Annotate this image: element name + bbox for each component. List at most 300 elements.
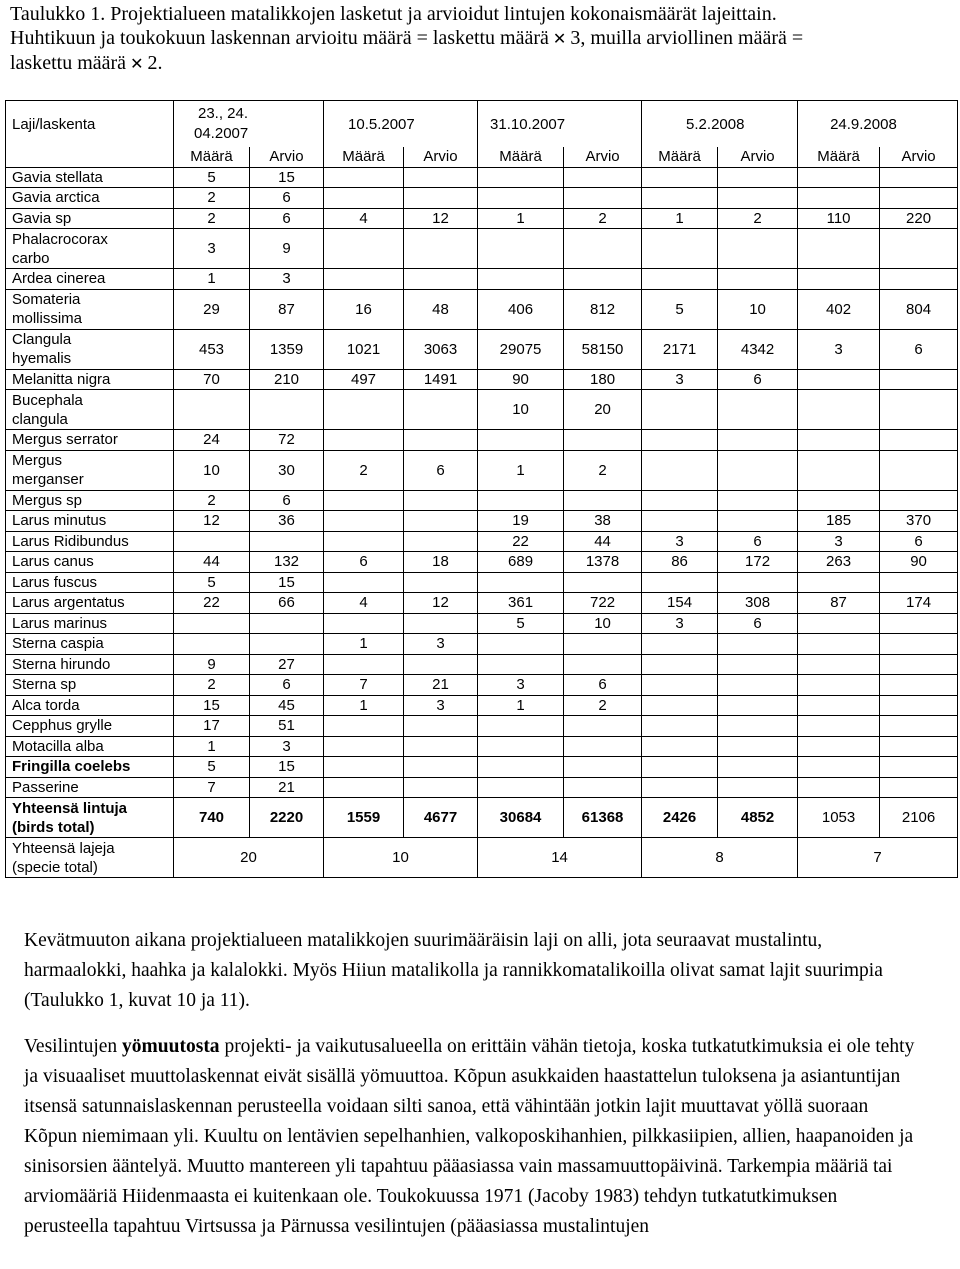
table-cell xyxy=(478,572,564,593)
table-cell: 27 xyxy=(250,654,324,675)
table-cell: 48 xyxy=(404,289,478,329)
table-cell: 185 xyxy=(798,511,880,532)
table-cell xyxy=(250,634,324,655)
header-col-label: Määrä xyxy=(324,147,404,167)
species-name-part: hyemalis xyxy=(12,350,72,367)
table-cell: 4 xyxy=(324,593,404,614)
table-cell xyxy=(324,188,404,209)
table-cell: 22 xyxy=(478,531,564,552)
table-cell: 497 xyxy=(324,369,404,390)
table-cell xyxy=(324,229,404,269)
table-row xyxy=(6,329,958,369)
table-cell xyxy=(404,490,478,511)
table-cell: 15 xyxy=(250,572,324,593)
table-cell xyxy=(404,716,478,737)
species-name xyxy=(6,552,174,573)
table-cell: 90 xyxy=(478,369,564,390)
table-cell xyxy=(404,430,478,451)
table-cell xyxy=(564,777,642,798)
table-cell xyxy=(250,613,324,634)
table-cell: 1 xyxy=(478,450,564,490)
header-col-label: Määrä xyxy=(174,147,250,167)
table-cell xyxy=(642,430,718,451)
table-cell: 30 xyxy=(250,450,324,490)
table-cell xyxy=(798,269,880,290)
table-cell xyxy=(404,390,478,430)
table-cell xyxy=(404,188,478,209)
table-cell: 3 xyxy=(478,675,564,696)
table-cell: 8 xyxy=(642,838,798,878)
table-row xyxy=(6,269,958,290)
table-cell xyxy=(718,654,798,675)
table-cell xyxy=(880,229,958,269)
species-name-part: Ardea cinerea xyxy=(12,270,106,288)
table-cell xyxy=(564,269,642,290)
table-cell xyxy=(798,777,880,798)
table-caption xyxy=(10,2,950,76)
species-name-part: Bucephala xyxy=(12,391,83,409)
species-name-part: Yhteensä lajeja xyxy=(12,839,115,857)
table-row xyxy=(6,654,958,675)
table-row xyxy=(6,736,958,757)
species-name xyxy=(6,695,174,716)
table-cell xyxy=(642,167,718,188)
table-cell xyxy=(642,450,718,490)
species-name xyxy=(6,634,174,655)
table-cell: 132 xyxy=(250,552,324,573)
table-cell: 3 xyxy=(642,369,718,390)
table-cell: 1559 xyxy=(324,798,404,838)
paragraph-2-bold: yömuutosta xyxy=(122,1036,220,1057)
species-name-part: Motacilla alba xyxy=(12,737,104,755)
table-cell xyxy=(718,716,798,737)
caption-line-2a: Huhtikuun ja toukokuun laskennan arvioitu määrä = laskettu määrä xyxy=(10,27,549,49)
table-row xyxy=(6,593,958,614)
table-cell: 6 xyxy=(324,552,404,573)
table-cell: 36 xyxy=(250,511,324,532)
species-name-part: Mergus serrator xyxy=(12,431,118,449)
table-cell: 10 xyxy=(174,450,250,490)
table-cell xyxy=(642,777,718,798)
species-name-part: (birds total) xyxy=(12,818,95,836)
species-name xyxy=(6,593,174,614)
table-cell xyxy=(798,430,880,451)
table-cell: 1 xyxy=(174,736,250,757)
table-cell: 4 xyxy=(324,208,404,229)
species-name xyxy=(6,188,174,209)
species-name-part: Fringilla coelebs xyxy=(12,758,131,776)
paragraph-1: Kevätmuuton aikana projektialueen matalikkojen suurimääräisin laji on alli, jota seuraavat mustalintu, harmaalokki, haahka ja kalalokki. Myös Hiiun matalikolla ja rannikkomatalikoilla olivat samat lajit suurimpia (Taulukko 1, kuvat 10 ja 11). xyxy=(24,930,883,1011)
species-name xyxy=(6,675,174,696)
table-cell: 6 xyxy=(718,531,798,552)
table-cell: 17 xyxy=(174,716,250,737)
table-cell xyxy=(798,229,880,269)
table-cell xyxy=(642,229,718,269)
table-cell xyxy=(404,777,478,798)
table-cell xyxy=(880,716,958,737)
table-cell: 1378 xyxy=(564,552,642,573)
table-cell xyxy=(880,634,958,655)
table-cell xyxy=(718,634,798,655)
table-cell: 361 xyxy=(478,593,564,614)
species-name-part: Larus Ridibundus xyxy=(12,532,129,550)
table-cell xyxy=(324,654,404,675)
table-cell xyxy=(324,430,404,451)
table-cell xyxy=(478,634,564,655)
table-cell xyxy=(642,716,718,737)
header-col-label: Arvio xyxy=(404,147,478,167)
table-cell: 1053 xyxy=(798,798,880,838)
species-name-part: Larus minutus xyxy=(12,512,107,530)
table-cell: 804 xyxy=(880,289,958,329)
table-cell: 3 xyxy=(250,269,324,290)
table-cell xyxy=(880,757,958,778)
header-col-label: Määrä xyxy=(478,147,564,167)
table-cell: 2106 xyxy=(880,798,958,838)
table-cell xyxy=(880,777,958,798)
table-cell xyxy=(478,430,564,451)
species-name xyxy=(6,511,174,532)
table-cell: 2 xyxy=(564,695,642,716)
table-cell xyxy=(478,188,564,209)
table-cell: 740 xyxy=(174,798,250,838)
species-name xyxy=(6,736,174,757)
table-cell xyxy=(478,269,564,290)
species-name-part: Sterna sp xyxy=(12,676,77,694)
header-date-2: 10.5.2007 xyxy=(324,101,478,148)
species-name-part: clangula xyxy=(12,410,68,428)
species-name xyxy=(6,531,174,552)
species-name-part: Clangula xyxy=(12,331,72,348)
table-cell: 7 xyxy=(174,777,250,798)
table-row xyxy=(6,757,958,778)
table-cell xyxy=(718,269,798,290)
species-name xyxy=(6,654,174,675)
table-cell: 12 xyxy=(174,511,250,532)
header-date-1b: 04.2007 xyxy=(194,125,249,142)
species-name-part: Alca torda xyxy=(12,696,80,714)
table-cell: 1 xyxy=(478,208,564,229)
table-cell xyxy=(880,736,958,757)
table-cell: 51 xyxy=(250,716,324,737)
table-cell: 90 xyxy=(880,552,958,573)
table-cell xyxy=(718,572,798,593)
table-cell: 174 xyxy=(880,593,958,614)
table-cell xyxy=(718,450,798,490)
table-cell xyxy=(250,390,324,430)
table-cell: 2 xyxy=(718,208,798,229)
table-cell: 2 xyxy=(174,188,250,209)
table-cell: 3 xyxy=(642,613,718,634)
table-cell: 3 xyxy=(798,329,880,369)
table-cell xyxy=(564,430,642,451)
table-cell: 1359 xyxy=(250,329,324,369)
table-cell: 3 xyxy=(174,229,250,269)
table-row xyxy=(6,390,958,430)
table-cell xyxy=(324,167,404,188)
table-cell xyxy=(174,390,250,430)
table-cell xyxy=(718,188,798,209)
paragraph-2 xyxy=(24,1032,924,1242)
header-date-1a: 23., 24. xyxy=(198,105,249,122)
table-cell xyxy=(798,167,880,188)
header-col-label: Määrä xyxy=(642,147,718,167)
table-cell xyxy=(564,572,642,593)
table-row xyxy=(6,167,958,188)
table-cell xyxy=(564,490,642,511)
table-cell xyxy=(324,511,404,532)
table-row xyxy=(6,531,958,552)
table-cell: 6 xyxy=(250,490,324,511)
table-cell: 15 xyxy=(250,167,324,188)
species-name xyxy=(6,798,174,838)
table-cell xyxy=(564,736,642,757)
table-cell xyxy=(324,269,404,290)
header-col-label: Arvio xyxy=(250,147,324,167)
table-row xyxy=(6,572,958,593)
table-cell: 5 xyxy=(174,572,250,593)
table-cell xyxy=(404,229,478,269)
table-cell: 180 xyxy=(564,369,642,390)
table-cell xyxy=(880,613,958,634)
table-cell xyxy=(404,531,478,552)
table-cell xyxy=(718,430,798,451)
table-cell: 3063 xyxy=(404,329,478,369)
table-cell: 24 xyxy=(174,430,250,451)
table-cell: 210 xyxy=(250,369,324,390)
caption-line-1: Taulukko 1. Projektialueen matalikkojen lasketut ja arvioidut lintujen kokonaismäärät lajeittain. xyxy=(10,3,777,25)
table-cell xyxy=(798,390,880,430)
species-name xyxy=(6,716,174,737)
table-cell: 16 xyxy=(324,289,404,329)
table-cell: 87 xyxy=(798,593,880,614)
table-cell: 6 xyxy=(880,531,958,552)
table-cell: 2426 xyxy=(642,798,718,838)
header-date-3: 31.10.2007 xyxy=(478,101,642,148)
table-cell: 2171 xyxy=(642,329,718,369)
table-cell xyxy=(718,490,798,511)
table-cell: 61368 xyxy=(564,798,642,838)
table-cell: 6 xyxy=(718,613,798,634)
species-name-part: Sterna hirundo xyxy=(12,655,111,673)
table-cell: 58150 xyxy=(564,329,642,369)
table-cell xyxy=(642,695,718,716)
table-cell: 2220 xyxy=(250,798,324,838)
table-cell xyxy=(404,736,478,757)
table-cell xyxy=(718,390,798,430)
table-cell xyxy=(880,450,958,490)
table-cell xyxy=(718,167,798,188)
species-name xyxy=(6,167,174,188)
table-cell xyxy=(564,188,642,209)
table-cell xyxy=(324,736,404,757)
header-row-labels xyxy=(6,147,958,167)
caption-line-2 xyxy=(10,26,950,51)
table-row xyxy=(6,490,958,511)
table-cell: 2 xyxy=(174,208,250,229)
species-name xyxy=(6,229,174,269)
table-cell: 7 xyxy=(324,675,404,696)
table-cell xyxy=(404,572,478,593)
table-cell: 689 xyxy=(478,552,564,573)
caption-line-3b: 2. xyxy=(147,52,163,74)
header-date-4: 5.2.2008 xyxy=(642,101,798,148)
paragraph-2-post: projekti- ja vaikutusalueella on erittäin vähän tietoja, koska tutkatutkimuksia ei ole tehty ja visuaaliset muuttolaskennat eivät sisällä yömuuttoa. Kõpun asukkaiden haastattelun tuloksena ja asiantuntijan itsensä satunnaislaskennan perusteella voidaan silti sanoa, että vähintään jotkin lajit muuttavat yöllä suoraan Kõpun niemimaan yli. Kuultu on lentävien sepelhanhien, valkoposkihanhien, pilkkasiipien, allien, haapanoiden ja sinisorsien ääntelyä. Muutto mantereen yli tapahtuu pääasiassa vain massamuuttopäivinä. Tarkempia määriä tai arviomääriä Hiidenmaasta ei kuitenkaan ole. Toukokuussa 1971 (Jacoby 1983) tehdyn tutkatutkimuksen perusteella tapahtuu Virtsussa ja Pärnussa vesilintujen (pääasiassa mustalintujen xyxy=(24,1036,915,1237)
table-cell: 154 xyxy=(642,593,718,614)
table-cell xyxy=(404,511,478,532)
table-cell: 66 xyxy=(250,593,324,614)
table-cell: 453 xyxy=(174,329,250,369)
table-cell: 3 xyxy=(404,695,478,716)
table-cell: 722 xyxy=(564,593,642,614)
table-cell xyxy=(798,654,880,675)
table-cell xyxy=(324,390,404,430)
table-cell xyxy=(798,490,880,511)
table-cell xyxy=(642,511,718,532)
header-col-label: Arvio xyxy=(564,147,642,167)
table-cell xyxy=(718,736,798,757)
table-row xyxy=(6,289,958,329)
table-cell xyxy=(478,490,564,511)
table-cell: 20 xyxy=(564,390,642,430)
table-cell xyxy=(718,511,798,532)
table-cell xyxy=(798,572,880,593)
table-cell xyxy=(798,675,880,696)
table-cell: 70 xyxy=(174,369,250,390)
table-cell xyxy=(880,490,958,511)
table-cell xyxy=(404,167,478,188)
table-cell: 6 xyxy=(250,188,324,209)
table-row xyxy=(6,613,958,634)
table-cell: 44 xyxy=(564,531,642,552)
table-cell: 3 xyxy=(250,736,324,757)
table-row xyxy=(6,208,958,229)
caption-line-3 xyxy=(10,51,950,76)
table-cell: 5 xyxy=(174,167,250,188)
table-cell xyxy=(564,167,642,188)
species-name xyxy=(6,369,174,390)
table-cell: 15 xyxy=(174,695,250,716)
table-cell xyxy=(478,716,564,737)
table-cell xyxy=(642,757,718,778)
table-cell xyxy=(404,757,478,778)
header-date-1 xyxy=(174,101,324,148)
table-cell xyxy=(564,229,642,269)
table-cell xyxy=(174,634,250,655)
table-cell xyxy=(404,654,478,675)
table-cell: 402 xyxy=(798,289,880,329)
paragraph-2-pre: Vesilintujen xyxy=(24,1036,123,1057)
table-cell: 86 xyxy=(642,552,718,573)
table-cell: 3 xyxy=(798,531,880,552)
table-cell xyxy=(404,613,478,634)
table-row xyxy=(6,188,958,209)
table-cell: 6 xyxy=(250,675,324,696)
table-cell: 1 xyxy=(324,634,404,655)
table-row xyxy=(6,430,958,451)
table-cell: 10 xyxy=(324,838,478,878)
table-cell xyxy=(404,269,478,290)
table-cell: 6 xyxy=(564,675,642,696)
table-cell xyxy=(324,572,404,593)
table-cell xyxy=(798,736,880,757)
table-cell: 172 xyxy=(718,552,798,573)
species-name-part: Somateria xyxy=(12,291,81,308)
table-cell: 7 xyxy=(798,838,958,878)
species-name-part: Mergus xyxy=(12,452,63,469)
table-cell: 6 xyxy=(250,208,324,229)
table-cell xyxy=(880,430,958,451)
table-cell: 812 xyxy=(564,289,642,329)
table-cell: 22 xyxy=(174,593,250,614)
table-row xyxy=(6,369,958,390)
table-cell: 1021 xyxy=(324,329,404,369)
table-cell xyxy=(642,675,718,696)
species-name-part: Larus marinus xyxy=(12,614,108,632)
table-cell xyxy=(564,757,642,778)
multiply-icon: ✕ xyxy=(552,29,567,48)
header-species-blank xyxy=(6,147,174,167)
table-cell xyxy=(798,634,880,655)
table-cell: 3 xyxy=(404,634,478,655)
table-cell: 72 xyxy=(250,430,324,451)
table-cell: 21 xyxy=(404,675,478,696)
species-name xyxy=(6,450,174,490)
table-cell: 220 xyxy=(880,208,958,229)
table-row xyxy=(6,675,958,696)
table-cell: 1 xyxy=(174,269,250,290)
table-cell xyxy=(478,654,564,675)
table-cell: 6 xyxy=(880,329,958,369)
species-name xyxy=(6,390,174,430)
table-cell xyxy=(564,716,642,737)
table-cell: 3 xyxy=(642,531,718,552)
table-cell: 12 xyxy=(404,593,478,614)
table-cell xyxy=(880,269,958,290)
table-cell xyxy=(642,572,718,593)
species-name xyxy=(6,269,174,290)
table-cell xyxy=(324,757,404,778)
table-cell: 45 xyxy=(250,695,324,716)
table-cell xyxy=(564,654,642,675)
table-cell xyxy=(642,390,718,430)
table-cell xyxy=(880,369,958,390)
header-col-label: Määrä xyxy=(798,147,880,167)
species-name-part: Cepphus grylle xyxy=(12,717,113,735)
species-name-part: Melanitta nigra xyxy=(12,370,111,388)
species-name xyxy=(6,430,174,451)
table-cell: 38 xyxy=(564,511,642,532)
table-cell: 20 xyxy=(174,838,324,878)
table-cell xyxy=(798,716,880,737)
table-cell xyxy=(478,167,564,188)
table-cell: 110 xyxy=(798,208,880,229)
table-cell xyxy=(250,531,324,552)
table-cell xyxy=(880,654,958,675)
table-cell: 1 xyxy=(642,208,718,229)
table-cell: 2 xyxy=(324,450,404,490)
species-name-part: Larus argentatus xyxy=(12,594,125,612)
table-cell: 2 xyxy=(174,490,250,511)
table-cell xyxy=(798,450,880,490)
species-name-part: merganser xyxy=(12,471,84,488)
table-cell xyxy=(798,613,880,634)
table-cell: 1491 xyxy=(404,369,478,390)
table-row xyxy=(6,511,958,532)
table-cell xyxy=(642,269,718,290)
bird-count-table xyxy=(5,100,958,878)
table-cell: 4677 xyxy=(404,798,478,838)
